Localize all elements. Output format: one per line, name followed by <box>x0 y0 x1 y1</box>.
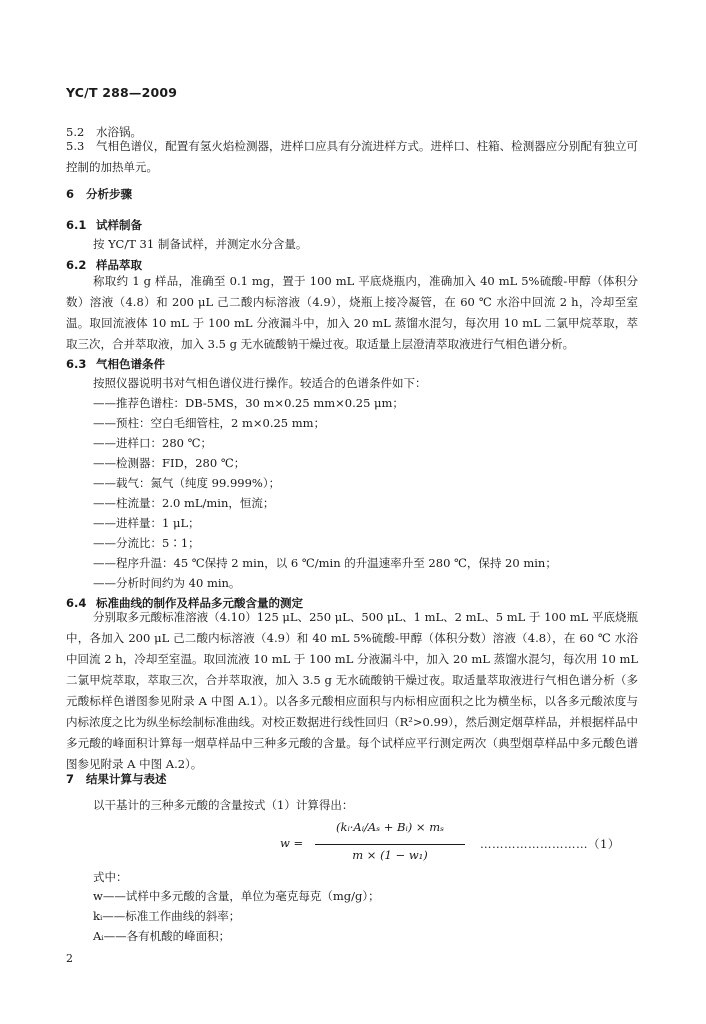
section-number: 6.3 <box>66 357 87 371</box>
formula-lhs: w = <box>280 836 304 850</box>
formula-1 <box>280 820 640 864</box>
formula-number: ………………………（1） <box>480 837 620 851</box>
fraction-bar <box>315 844 465 845</box>
section-6-4-text: 分别取多元酸标准溶液（4.10）125 μL、250 μL、500 μL、1 mL、2 mL、5 mL 于 100 mL 平底烧瓶中，各加入 200 μL 己二酸内标溶液（4.9）和 40 mL 5%硫酸-甲醇（体积分数）溶液（4.8），在 60 ℃ 水浴中回流 2 h，冷却至室温。取回流液 10 mL 于 100 mL 分液漏斗中，加入 20 mL 蒸馏水混匀，每次用 10 mL 二氯甲烷萃取，萃取三次，合并萃取液，加入 3.5 g 无水硫酸钠干燥过夜。取适量萃取液进行气相色谱分析（多元酸标样色谱图参见附录 A 中图 A.1）。以各多元酸相应面积与内标相应面积之比为横坐标，以各多元酸浓度与内标浓度之比为纵坐标绘制标准曲线。对校正数据进行线性回归（R²>0.99），然后测定烟草样品，并根据样品中多元酸的峰面积计算每一烟草样品中三种多元酸的含量。每个试样应平行测定两次（典型烟草样品中多元酸色谱图参见附录 A 中图 A.2）。 <box>66 610 638 771</box>
formula-numerator: (kᵢ·Aᵢ/Aₛ + Bᵢ) × mₛ <box>335 820 445 834</box>
gc-condition-item: ——分流比：5∶1； <box>93 536 200 550</box>
page-number: 2 <box>66 952 73 965</box>
section-7-heading <box>66 771 167 787</box>
section-number: 6 <box>66 187 75 201</box>
section-text: 水浴锅。 <box>96 125 142 139</box>
section-number: 5.3 <box>66 139 85 153</box>
section-6-2-text: 称取约 1 g 样品，准确至 0.1 mg，置于 100 mL 平底烧瓶内，准确加入 40 mL 5%硫酸-甲醇（体积分数）溶液（4.8）和 200 μL 己二酸内标溶液（4.9），烧瓶上接冷凝管，在 60 ℃ 水浴中回流 2 h，冷却至室温。取回流液体 10 mL 于 100 mL 分液漏斗中，加入 20 mL 蒸馏水混匀，每次用 10 mL 二氯甲烷萃取，萃取三次，合并萃取液，加入 3.5 g 无水硫酸钠干燥过夜。取适量上层澄清萃取液进行气相色谱分析。 <box>66 274 638 351</box>
section-6-1-text: 按 YC/T 31 制备试样，并测定水分含量。 <box>93 237 308 251</box>
calc-intro: 以干基计的三种多元酸的含量按式（1）计算得出： <box>93 798 354 812</box>
section-number: 6.1 <box>66 218 87 232</box>
section-6-3-heading <box>66 356 165 372</box>
section-title: 试样制备 <box>96 218 142 232</box>
gc-condition-item: ——检测器：FID，280 ℃； <box>93 456 246 470</box>
where-item: w——试样中多元酸的含量，单位为毫克每克（mg/g）； <box>93 889 380 903</box>
where-label: 式中： <box>93 870 128 884</box>
gc-condition-item: ——分析时间约为 40 min。 <box>93 576 241 590</box>
section-title: 样品萃取 <box>96 258 142 272</box>
where-item: Aᵢ——各有机酸的峰面积； <box>93 929 231 943</box>
where-item: kᵢ——标准工作曲线的斜率； <box>93 909 241 923</box>
section-title: 分析步骤 <box>86 187 132 201</box>
section-6-1-heading <box>66 217 142 233</box>
section-number: 6.2 <box>66 258 87 272</box>
gc-condition-item: ——柱流量：2.0 mL/min，恒流； <box>93 496 275 510</box>
section-number: 6.4 <box>66 596 87 610</box>
gc-condition-item: ——推荐色谱柱：DB-5MS，30 m×0.25 mm×0.25 μm； <box>93 396 404 410</box>
gc-condition-item: ——预柱：空白毛细管柱，2 m×0.25 mm； <box>93 416 326 430</box>
section-title: 结果计算与表述 <box>86 772 167 786</box>
gc-condition-item: ——载气：氮气（纯度 99.999%）； <box>93 476 281 490</box>
section-text: 气相色谱仪，配置有氢火焰检测器，进样口应具有分流进样方式。进样口、柱箱、检测器应分别配有独立可控制的加热单元。 <box>66 139 638 174</box>
section-number: 5.2 <box>66 125 85 139</box>
section-title: 气相色谱条件 <box>96 357 165 371</box>
gc-condition-item: ——程序升温：45 ℃保持 2 min，以 6 ℃/min 的升温速率升至 280 ℃，保持 20 min； <box>93 556 557 570</box>
section-number: 7 <box>66 772 75 786</box>
standard-number: YC/T 288—2009 <box>66 85 178 100</box>
section-title: 标准曲线的制作及样品多元酸含量的测定 <box>96 596 303 610</box>
section-5-3 <box>66 136 638 178</box>
section-6-heading <box>66 186 132 202</box>
gc-condition-item: ——进样量：1 μL； <box>93 516 200 530</box>
formula-denominator: m × (1 − w₁) <box>352 848 428 862</box>
gc-condition-item: ——进样口：280 ℃； <box>93 436 212 450</box>
gc-conditions-intro: 按照仪器说明书对气相色谱仪进行操作。较适合的色谱条件如下： <box>93 376 427 390</box>
